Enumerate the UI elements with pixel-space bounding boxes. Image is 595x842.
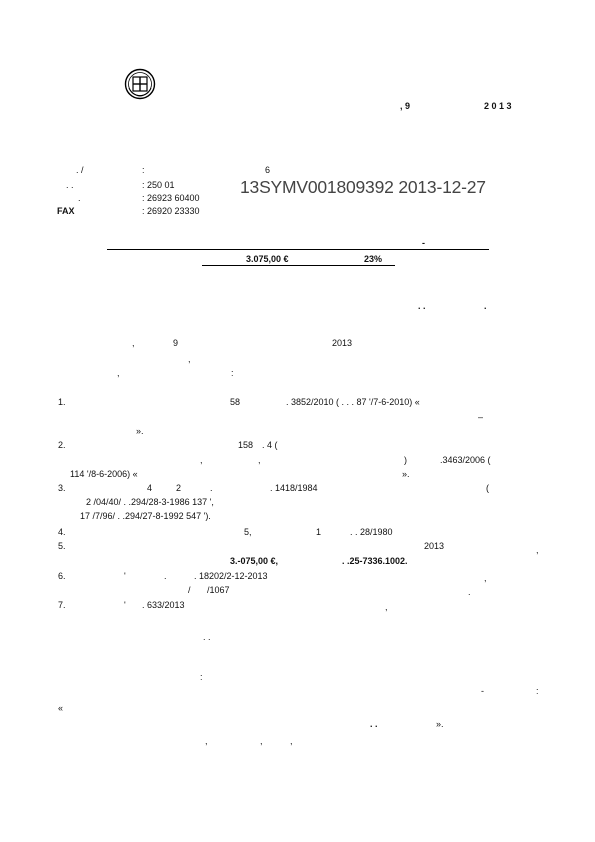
list-item-text: . 3852/2010 ( . . . 87 '/7-6-2010) « — [286, 397, 420, 407]
list-item-text: . — [210, 483, 213, 493]
list-item-text: 1 — [316, 527, 322, 537]
contact-row2-value: : 250 01 — [142, 180, 175, 190]
intro-day: 9 — [173, 338, 179, 348]
list-item-text: , — [536, 545, 539, 555]
title-underline-1 — [107, 249, 489, 250]
closing-comma-2: , — [260, 736, 263, 746]
list-item-number: 1. — [58, 397, 66, 407]
list-item-text: ( — [486, 483, 489, 493]
title-dash: - — [422, 238, 425, 248]
list-item-text: / — [188, 585, 191, 595]
contact-row1-value: 6 — [265, 165, 271, 175]
closing-colon-2: : — [536, 686, 539, 696]
contact-row3-label: . — [78, 193, 81, 203]
list-item-text: 2 /04/40/ . .294/28-3-1986 137 ', — [86, 497, 214, 507]
closing-dots-2: . . — [370, 719, 378, 729]
list-item-text: . 1418/1984 — [270, 483, 318, 493]
list-item-text: . 4 ( — [262, 440, 278, 450]
contact-row1-sep: : — [142, 165, 145, 175]
list-item-number: 3. — [58, 483, 66, 493]
closing-quote-close: ». — [436, 719, 444, 729]
title-amount: 3.075,00 € — [246, 254, 289, 264]
closing-comma-3: , — [290, 736, 293, 746]
fax-value: : 26920 23330 — [142, 206, 200, 216]
title-underline-2 — [202, 265, 395, 266]
closing-colon: : — [200, 672, 203, 682]
intro-year: 2013 — [332, 338, 353, 348]
list-item-text: . .25-7336.1002. — [342, 556, 408, 566]
intro-dot: . — [484, 301, 487, 311]
list-item-text: ». — [402, 469, 410, 479]
list-item-text: ) — [404, 455, 407, 465]
list-item-text: ' — [124, 571, 126, 581]
list-item-number: 7. — [58, 600, 66, 610]
date-year: 2 0 1 3 — [484, 101, 512, 111]
list-item-text: . — [468, 587, 471, 597]
list-item-number: 4. — [58, 527, 66, 537]
list-item-text: 5, — [244, 527, 252, 537]
list-item-text: ' — [124, 600, 126, 610]
closing-comma-1: , — [205, 736, 208, 746]
list-item-text: , — [484, 573, 487, 583]
intro-colon: : — [231, 368, 234, 378]
list-item-text: 158 — [238, 440, 254, 450]
fax-label: FAX — [57, 206, 75, 216]
list-item-text: 17 /7/96/ . .294/27-8-1992 547 '). — [80, 511, 211, 521]
ada-code: 13SYMV001809392 2013-12-27 — [240, 177, 486, 197]
contact-row1-label: . / — [76, 165, 84, 175]
list-item-text: .3463/2006 ( — [440, 455, 491, 465]
list-item-text: /1067 — [207, 585, 230, 595]
list-item-number: 6. — [58, 571, 66, 581]
intro-comma-2: , — [188, 354, 191, 364]
list-item-text: . 18202/2-12-2013 — [194, 571, 268, 581]
contact-row2-label: . . — [66, 180, 74, 190]
contact-row3-value: : 26923 60400 — [142, 193, 200, 203]
list-item-text: , — [385, 602, 388, 612]
closing-quote-open: « — [58, 703, 64, 713]
list-item-text: . 633/2013 — [142, 600, 185, 610]
list-item-text: 2013 — [424, 541, 445, 551]
list-item-number: 2. — [58, 440, 66, 450]
greek-emblem-icon — [124, 68, 156, 100]
intro-dots: . . — [418, 301, 426, 311]
list-item-text: 4 — [147, 483, 153, 493]
intro-comma-3: , — [117, 368, 120, 378]
list-item-number: 5. — [58, 541, 66, 551]
list-item-text: , — [258, 455, 261, 465]
closing-dash: - — [481, 686, 484, 696]
list-item-text: ». — [136, 426, 144, 436]
list-item-text: – — [478, 412, 484, 422]
date-day: , 9 — [400, 101, 411, 111]
list-item-text: 114 '/8-6-2006) « — [70, 469, 138, 479]
closing-dots: . . — [203, 632, 211, 642]
list-item-text: 58 — [230, 397, 241, 407]
intro-comma-1: , — [132, 338, 135, 348]
list-item-text: 2 — [176, 483, 182, 493]
list-item-text: . — [164, 571, 167, 581]
list-item-text: 3.-075,00 €, — [230, 556, 279, 566]
list-item-text: , — [200, 455, 203, 465]
list-item-text: . . 28/1980 — [350, 527, 393, 537]
title-vat: 23% — [364, 254, 383, 264]
